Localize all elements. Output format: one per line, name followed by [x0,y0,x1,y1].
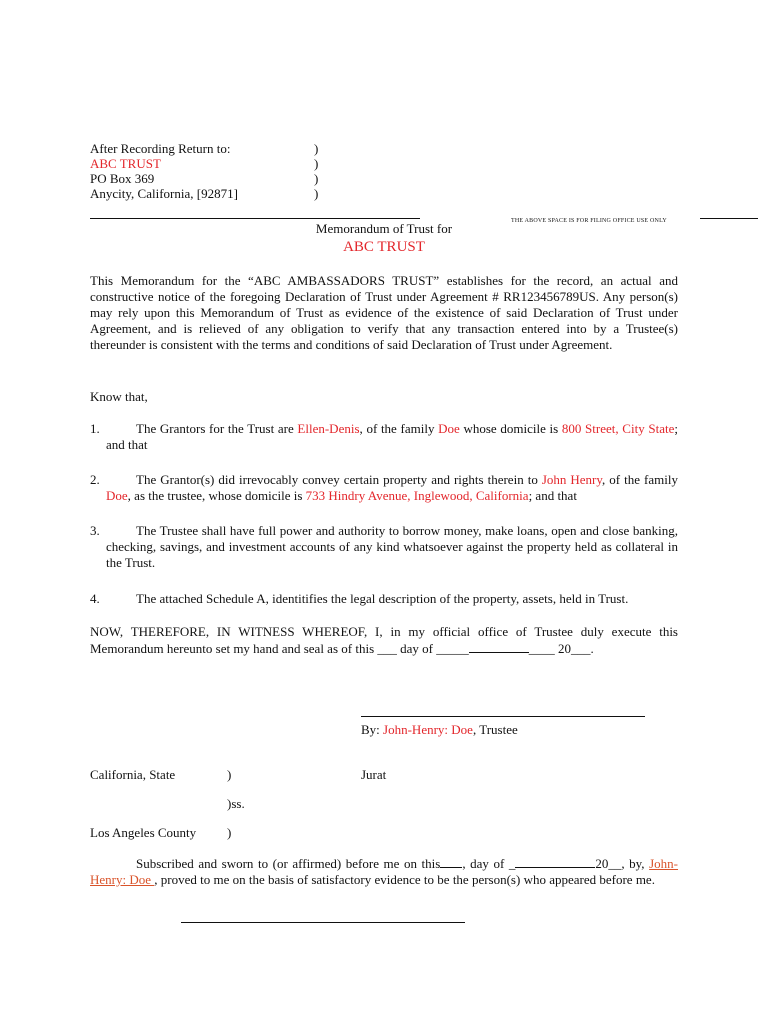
return-to-city: Anycity, California, [92871] [90,186,238,201]
trustee-name: John Henry [541,472,603,487]
item-conveyance: The Grantor(s) did irrevocably convey certain property and rights therein to John Henry, of the family Doe, as the trustee, whose domicile is 733 Hindry Avenue, Inglewood, California; and that [106,472,678,503]
jurat-label: Jurat [361,767,387,782]
item-number: 3. [90,523,100,538]
signature-block: By: John-Henry: Doe, Trustee [361,722,518,737]
know-that: Know that, [90,389,148,404]
item-number: 1. [90,421,100,436]
filing-office-note: THE ABOVE SPACE IS FOR FILING OFFICE USE ONLY [511,218,667,224]
witness-paragraph: NOW, THEREFORE, IN WITNESS WHEREOF, I, in my official office of Trustee duly execute this Memorandum hereunto set my hand and seal as of this ___ day of _____ ____ 20___. [90,624,678,656]
grantors-domicile: 800 Street, City State [561,421,675,436]
jurat-paren: ) [227,825,232,840]
signer-name: John-Henry: Doe [383,722,473,737]
jurat-county: Los Angeles County [90,825,197,840]
item-number: 2. [90,472,100,487]
notary-signature-line [181,922,465,923]
jurat-state: California, State [90,767,176,782]
grantors-name: Ellen-Denis [297,421,360,436]
jurat-paren: ) [227,767,232,782]
return-to-label: After Recording Return to: [90,141,231,156]
bracket-paren: ) [314,171,319,186]
bracket-paren: ) [314,156,319,171]
jurat-ss: )ss. [227,796,245,811]
return-to-name: ABC TRUST [90,156,161,171]
bracket-paren: ) [314,141,319,156]
bracket-paren: ) [314,186,319,201]
trustee-domicile: 733 Hindry Avenue, Inglewood, California [305,488,529,503]
item-grantors: The Grantors for the Trust are Ellen-Denis, of the family Doe whose domicile is 800 Street, City State; and that [106,421,678,452]
day-blank [440,855,462,868]
trust-name-heading: ABC TRUST [343,239,425,255]
signature-line [361,716,645,717]
rule-line [700,218,758,219]
item-number: 4. [90,591,100,606]
date-blank [469,640,529,653]
document-title: Memorandum of Trust for [315,221,453,236]
affiant-name: John-Henry: Doe [90,856,679,887]
item-schedule: The attached Schedule A, identitifies the legal description of the property, assets, held in Trust. [136,591,629,606]
trustee-family: Doe [106,488,128,503]
rule-line [90,218,420,219]
item-authority: The Trustee shall have full power and authority to borrow money, make loans, open and close banking, checking, savings, and investment accounts of any kind whatsoever against the property held as collateral in the Trust. [106,523,678,570]
grantors-family: Doe [438,421,460,436]
intro-paragraph: This Memorandum for the “ABC AMBASSADORS TRUST” establishes for the record, an actual and constructive notice of the foregoing Declaration of Trust under Agreement # RR123456789US. Any person(s) may rely upon this Memorandum of Trust as evidence of the existence of said Declaration of Trust under Agreement, and is relieved of any obligation to verify that any transaction entered into by a Trustee(s) thereunder is consistent with the terms and conditions of said Declaration of Trust under Agreement. [90,273,678,352]
return-to-po-box: PO Box 369 [90,171,155,186]
subscribed-paragraph: Subscribed and sworn to (or affirmed) before me on this , day of _ 20__, by, John-Henry: Doe , proved to me on the basis of satisfactory evidence to be the person(s) who appeared before me. [90,856,679,887]
month-blank [515,855,595,868]
